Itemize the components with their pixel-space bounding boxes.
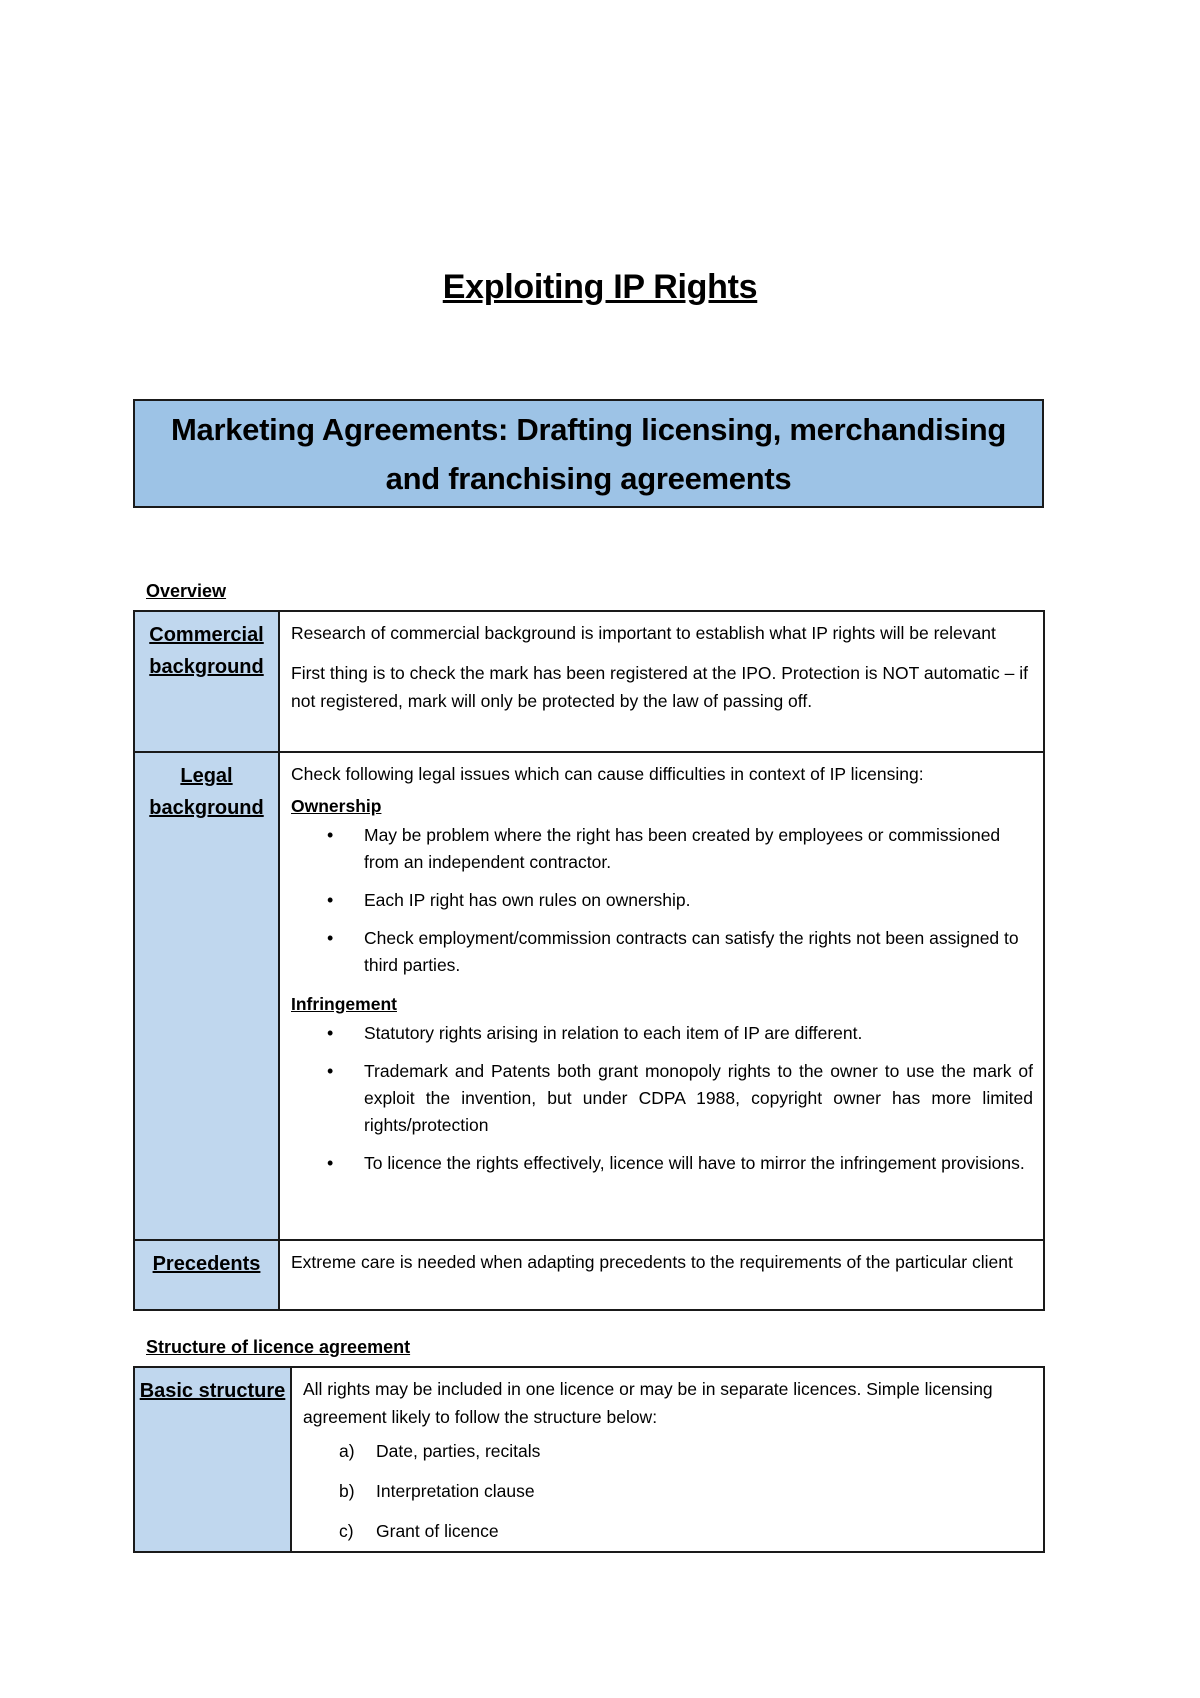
list-item-text: Check employment/commission contracts can satisfy the rights not been assigned to third parties. [364, 928, 1019, 975]
bullet-icon: • [327, 1153, 334, 1173]
overview-table [133, 610, 1045, 1311]
list-item-text: Date, parties, recitals [376, 1441, 541, 1461]
table-row [134, 1367, 1044, 1552]
list-marker: c) [339, 1521, 354, 1541]
list-item [303, 1437, 1033, 1465]
paragraph: Check following legal issues which can cause difficulties in context of IP licensing: [291, 764, 924, 784]
basic-structure-key: Basic structure [134, 1367, 291, 1552]
bullet-icon: • [327, 825, 334, 845]
infringement-list [291, 1020, 1033, 1177]
list-item [291, 925, 1033, 979]
list-item-text: May be problem where the right has been created by employees or commissioned from an independent contractor. [364, 825, 1001, 872]
ownership-heading: Ownership [291, 796, 382, 816]
list-item-text: Each IP right has own rules on ownership. [364, 890, 691, 910]
structure-list [303, 1437, 1033, 1545]
list-item-text: Grant of licence [376, 1521, 499, 1541]
bullet-icon: • [327, 1023, 334, 1043]
section-banner: Marketing Agreements: Drafting licensing, merchandising and franchising agreements [133, 399, 1044, 508]
infringement-heading: Infringement [291, 994, 397, 1014]
list-item [291, 1020, 1033, 1047]
paragraph: All rights may be included in one licence or may be in separate licences. Simple licensing agreement likely to follow the structure below: [303, 1379, 993, 1427]
structure-label: Structure of licence agreement [146, 1337, 411, 1357]
list-item [291, 822, 1033, 876]
overview-label: Overview [146, 581, 227, 601]
paragraph: Extreme care is needed when adapting precedents to the requirements of the particular client [291, 1252, 1013, 1272]
list-item-text: Trademark and Patents both grant monopoly rights to the owner to use the mark of exploit the invention, but under CDPA 1988, copyright owner has more limited rights/protection [364, 1061, 1033, 1135]
list-item [303, 1517, 1033, 1545]
commercial-background-key: Commercial background [134, 611, 279, 752]
list-item [303, 1477, 1033, 1505]
list-item [291, 1150, 1033, 1177]
bullet-icon: • [327, 1061, 334, 1081]
commercial-background-value [279, 611, 1044, 752]
precedents-key: Precedents [134, 1240, 279, 1310]
legal-background-key: Legal background [134, 752, 279, 1240]
legal-background-value [279, 752, 1044, 1240]
list-item [291, 887, 1033, 914]
paragraph: First thing is to check the mark has been registered at the IPO. Protection is NOT automatic – if not registered, mark will only be protected by the law of passing off. [291, 663, 1028, 711]
basic-structure-value [291, 1367, 1044, 1552]
list-item-text: Statutory rights arising in relation to each item of IP are different. [364, 1023, 863, 1043]
page-title: Exploiting IP Rights [442, 268, 758, 306]
precedents-value [279, 1240, 1044, 1310]
list-item-text: To licence the rights effectively, licence will have to mirror the infringement provisions. [364, 1153, 1025, 1173]
structure-table [133, 1366, 1045, 1553]
list-marker: b) [339, 1481, 355, 1501]
paragraph: Research of commercial background is important to establish what IP rights will be relevant [291, 623, 996, 643]
ownership-list [291, 822, 1033, 979]
list-item [291, 1058, 1033, 1139]
bullet-icon: • [327, 890, 334, 910]
list-item-text: Interpretation clause [376, 1481, 535, 1501]
table-row [134, 611, 1044, 752]
table-row [134, 1240, 1044, 1310]
list-marker: a) [339, 1441, 355, 1461]
table-row [134, 752, 1044, 1240]
bullet-icon: • [327, 928, 334, 948]
